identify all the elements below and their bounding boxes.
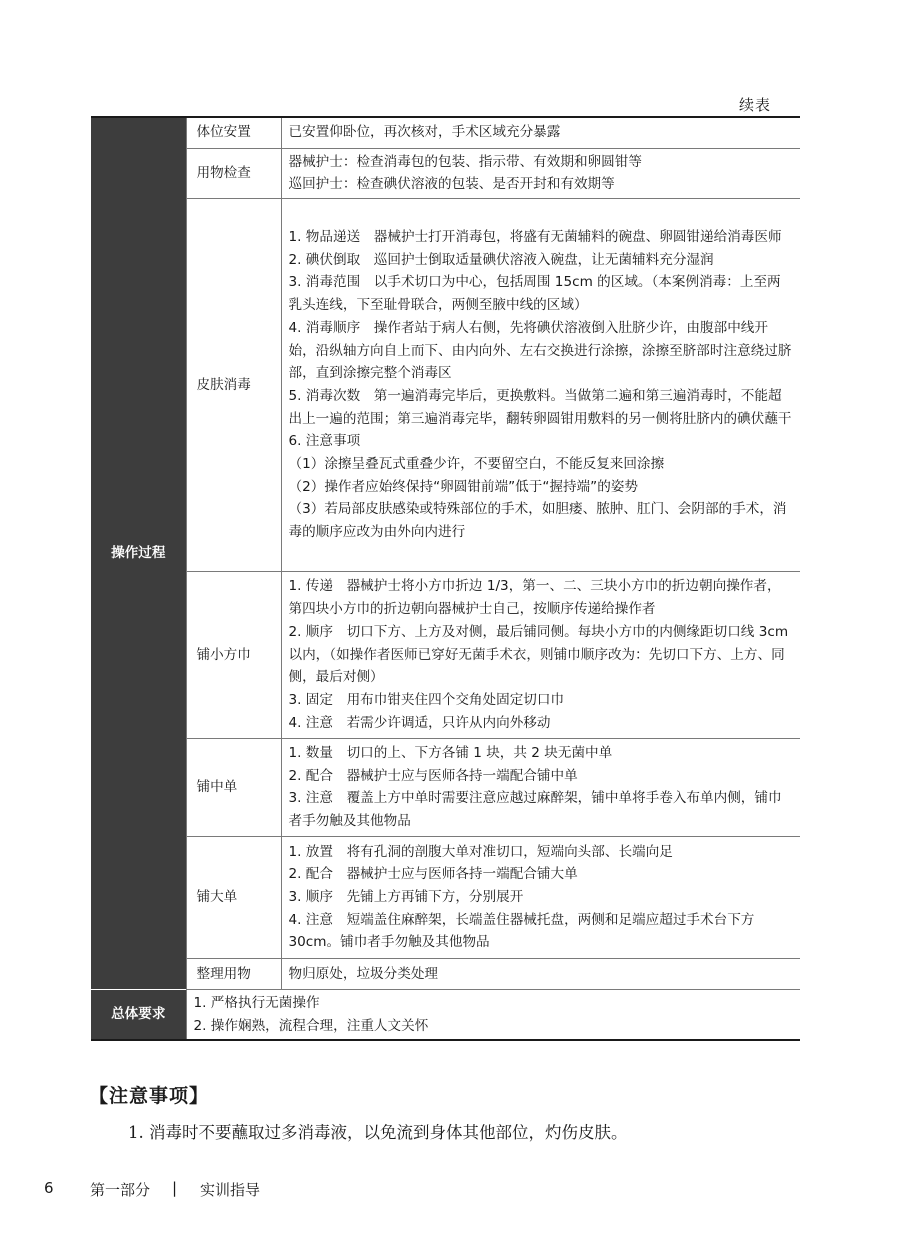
- footer-section: 实训指导: [200, 1181, 261, 1199]
- continued-label: 续表: [739, 96, 772, 114]
- content-line: 3. 顺序 先铺上方再铺下方，分别展开: [288, 889, 524, 906]
- content-line: （2）操作者应始终保持“卵圆钳前端”低于“握持端”的姿势: [288, 478, 638, 495]
- step-content: [281, 571, 800, 738]
- content-line: 4. 注意 短端盖住麻醉架，长端盖住器械托盘，两侧和足端应超过手术台下方 30cm。铺巾者手勿触及其他物品: [288, 911, 755, 951]
- table-row: [91, 738, 800, 836]
- general-content: [186, 989, 800, 1040]
- step-label: 皮肤消毒: [186, 198, 281, 571]
- procedure-table: [91, 116, 800, 1041]
- content-line: 2. 操作娴熟，流程合理，注重人文关怀: [193, 1017, 429, 1034]
- step-content: [281, 117, 800, 148]
- content-line: （1）涂擦呈叠瓦式重叠少许，不要留空白，不能反复来回涂擦: [288, 456, 665, 473]
- section-operation: 操作过程: [91, 117, 186, 989]
- content-line: 器械护士：检查消毒包的包装、指示带、有效期和卵圆钳等: [288, 153, 642, 170]
- notes-item: 1. 消毒时不要蘸取过多消毒液，以免流到身体其他部位，灼伤皮肤。: [128, 1123, 628, 1142]
- content-line: 巡回护士：检查碘伏溶液的包装、是否开封和有效期等: [288, 176, 615, 193]
- content-line: （3）若局部皮肤感染或特殊部位的手术，如胆瘘、脓肿、肛门、会阴部的手术，消毒的顺序应改为由外向内进行: [288, 501, 787, 541]
- content-line: 1. 传递 器械护士将小方巾折边 1/3，第一、二、三块小方巾的折边朝向操作者，第四块小方巾的折边朝向器械护士自己，按顺序传递给操作者: [288, 578, 781, 618]
- step-content: [281, 198, 800, 571]
- step-label: 用物检查: [186, 148, 281, 198]
- content-line: 1. 严格执行无菌操作: [193, 994, 320, 1011]
- table-row: [91, 836, 800, 958]
- content-line: 3. 固定 用布巾钳夹住四个交角处固定切口巾: [288, 691, 565, 708]
- content-line: 6. 注意事项: [288, 433, 361, 450]
- content-line: 3. 消毒范围 以手术切口为中心，包括周围 15cm 的区域。（本案例消毒：上至两乳头连线，下至耻骨联合，两侧至腋中线的区域）: [288, 274, 781, 314]
- table-row: [91, 117, 800, 148]
- table-row: [91, 958, 800, 989]
- page-number: 6: [44, 1179, 54, 1197]
- step-content: [281, 738, 800, 836]
- footer-separator: |: [172, 1179, 178, 1197]
- content-line: 4. 消毒顺序 操作者站于病人右侧，先将碘伏溶液倒入肚脐少许，由腹部中线开始，沿纵轴方向自上而下、由内向外、左右交换进行涂擦，涂擦至脐部时注意绕过脐部，直到涂擦完整个消毒区: [288, 319, 792, 382]
- step-content: [281, 148, 800, 198]
- content-line: 1. 放置 将有孔洞的剖腹大单对准切口，短端向头部、长端向足: [288, 843, 673, 860]
- content-line: 1. 物品递送 器械护士打开消毒包，将盛有无菌辅料的碗盘、卵圆钳递给消毒医师: [288, 228, 782, 245]
- table-row: [91, 989, 800, 1040]
- notes-heading: 【注意事项】: [89, 1085, 210, 1107]
- step-content: [281, 958, 800, 989]
- step-content: [281, 836, 800, 958]
- content-line: 2. 配合 器械护士应与医师各持一端配合铺中单: [288, 767, 578, 784]
- content-line: 2. 碘伏倒取 巡回护士倒取适量碘伏溶液入碗盘，让无菌辅料充分湿润: [288, 251, 714, 268]
- content-line: 4. 注意 若需少许调适，只许从内向外移动: [288, 714, 551, 731]
- footer-part: 第一部分: [90, 1181, 151, 1199]
- content-line: 5. 消毒次数 第一遍消毒完毕后，更换敷料。当做第二遍和第三遍消毒时，不能超出上一遍的范围；第三遍消毒完毕，翻转卵圆钳用敷料的另一侧将肚脐内的碘伏蘸干: [288, 387, 792, 427]
- step-label: 体位安置: [186, 117, 281, 148]
- step-label: 铺小方巾: [186, 571, 281, 738]
- content-line: 3. 注意 覆盖上方中单时需要注意应越过麻醉架，铺中单将手卷入布单内侧，铺巾者手勿触及其他物品: [288, 790, 782, 830]
- step-label: 铺大单: [186, 836, 281, 958]
- table-row: [91, 571, 800, 738]
- content-line: 2. 配合 器械护士应与医师各持一端配合铺大单: [288, 866, 578, 883]
- table-row: [91, 148, 800, 198]
- content-line: 1. 数量 切口的上、下方各铺 1 块，共 2 块无菌中单: [288, 745, 613, 761]
- section-general: 总体要求: [91, 989, 186, 1040]
- content-line: 物归原处，垃圾分类处理: [288, 965, 439, 982]
- step-label: 整理用物: [186, 958, 281, 989]
- step-label: 铺中单: [186, 738, 281, 836]
- content-line: 2. 顺序 切口下方、上方及对侧，最后铺同侧。每块小方巾的内侧缘距切口线 3cm 以内，（如操作者医师已穿好无菌手术衣，则铺巾顺序改为：先切口下方、上方、同侧，最后对侧）: [288, 623, 789, 686]
- table-row: [91, 198, 800, 571]
- content-line: 已安置仰卧位，再次核对，手术区域充分暴露: [288, 124, 561, 141]
